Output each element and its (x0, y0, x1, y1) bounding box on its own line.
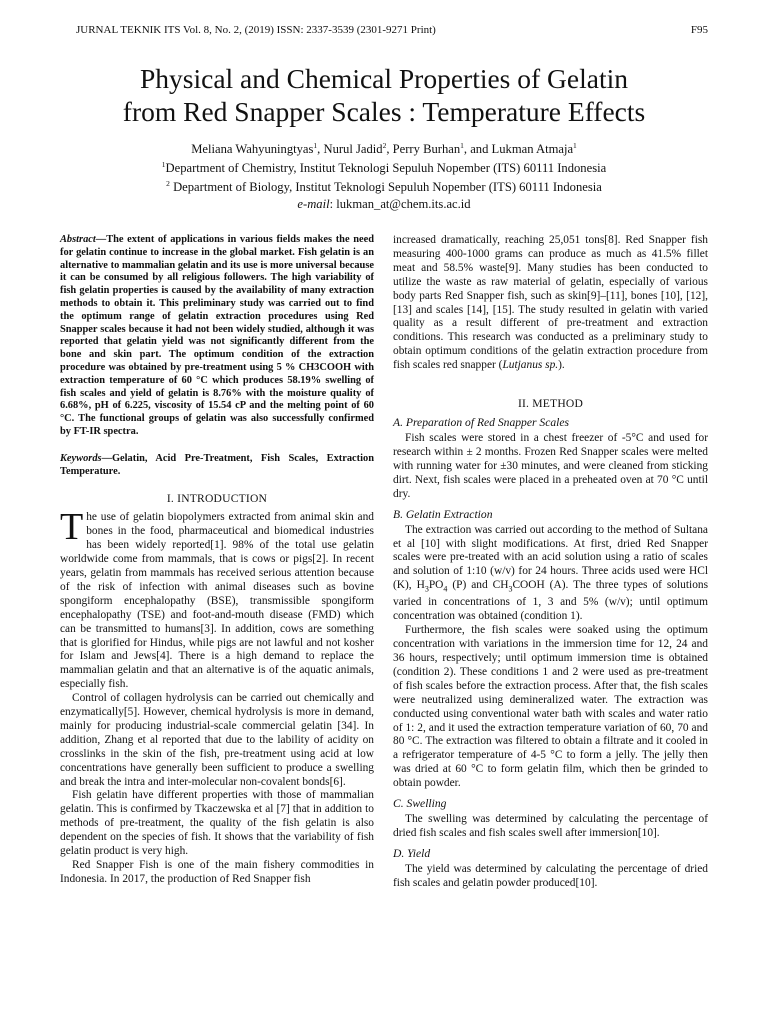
intro-paragraph-4: Red Snapper Fish is one of the main fishery commodities in Indonesia. In 2017, the production of Red Snapper fish (60, 859, 374, 885)
subsection-heading-b: B. Gelatin Extraction (393, 507, 493, 521)
method-paragraph-b2: Furthermore, the fish scales were soaked using the optimum concentration with variations in the immersion time for 12, 24 and 36 hours, respectively; until optimum immersion time is obtained (condition 2). These conditions 1 and 2 were used as pre-treatment of fish scales before the extraction process. After that, the fish scales were neutralized using demineralized water. The extraction was conducted using conventional water bath with scales and water ratio of 1: 2, and it used the extraction temperature variation of 60, 70 and 80 °C. The extraction was filtered to obtain a filtrate and it cooled in a refrigerator temperature of 4-5 °C to form a jelly. The jelly then was dried at 60 °C to form gelatin film, which then be grinded to obtain powder. (393, 624, 708, 790)
subsection-heading-c: C. Swelling (393, 797, 447, 811)
method-paragraph-a: Fish scales were stored in a chest freezer of -5°C and used for research within ± 2 months. Frozen Red Snapper scales were melted with running water for ±30 minutes, and were cleaned from sticking dirt. Next, fish scales were placed in a preheated oven at 70 °C until dry. (393, 432, 708, 500)
title-line-1: Physical and Chemical Properties of Gelatin (139, 63, 628, 94)
intro-paragraph-3: Fish gelatin have different properties with those of mammalian gelatin. This is confirmed by Tkaczewska et al [7] that in addition to methods of pre-treatment, the quality of the fish gelatin is also dependent on the species of fish. It shows that the variability of fish gelatin product is very high. (60, 789, 374, 858)
method-paragraph-d: The yield was determined by calculating the percentage of dried fish scales and gelatin powder produced[10]. (393, 862, 708, 889)
journal-info: JURNAL TEKNIK ITS Vol. 8, No. 2, (2019) ISSN: 2337-3539 (2301-9271 Print) (76, 24, 436, 36)
subsection-heading-a: A. Preparation of Red Snapper Scales (393, 416, 570, 430)
method-paragraph-b1: The extraction was carried out according to the method of Sultana et al [10] with slight modifications. At first, dried Red Snapper scales were pre-treated with an acid solution using a ratio of scales and solution of 1:10 (w/v) for 24 hours. Three acids used were HCl (K), $H_3PO_4$ (P) and $CH_3COOH$ (A). The three types of solutions varied in concentrations of 1, 3 and 5% (w/v); until optimum concentration was obtained (condition 1). (393, 523, 709, 623)
intro-paragraph-1: The use of gelatin biopolymers extracted from animal skin and bones in the food, pharmaceutical and biomedical industries has been widely reported[1]. 98% of the total use gelatin worldwide come from mammals, that is cows or pigs[2]. In recent years, gelatin from mammals has received serious attention because of the risk of infection with animal diseases such as bovine spongiform encephalopathy (BSE), transmissible spongiform encephalopathy (TSE) and foot-and-mouth disease (FMD) which can be transmitted to humans[3]. In addition, cows are something that is glorified for Hindus, while pigs are not lawful and not kosher for Islam and Jews[4]. There is a high demand to replace the mammalian gelatin and that an alternative is of the aquatic animals, especially fish. (60, 506, 374, 691)
author-block (40, 138, 728, 212)
intro-paragraph-4-continued: increased dramatically, reaching 25,051 tons[8]. Red Snapper fish measuring 400-1000 grams can produce as much as 41.5% fillet meat and 58.5% waste[9]. Many studies has been conducted to utilize the waste as raw material of gelatin, especially of various body parts Red Snapper fish, such as skin[9]–[11], bones [10], [12], [13] and scales [14], [15]. The study resulted in gelatin with varied quality as a result different of pre-treatment and extraction conditions. This research was conducted as a preliminary study to obtain optimum conditions of the gelatin extraction procedure from fish scales red snapper (Lutjanus sp.). (393, 234, 708, 372)
page-number: F95 (690, 24, 708, 36)
affiliation-2: $^2$ Department of Biology, Institut Teknologi Sepuluh Nopember (ITS) 60111 Indonesia (166, 179, 602, 195)
paper-title (40, 62, 728, 128)
intro-paragraph-2: Control of collagen hydrolysis can be carried out chemically and enzymatically[5]. However, chemical hydrolysis is more in demand, mainly for producing industrial-scale commercial gelatin [34]. In addition, Zhang et al reported that due to the lability of acidity on crosslinks in the skin of the fish, pre-treatment using acid at low concentrations have generally been sufficient to produce a swelling and break the intra and inter-molecular non-covalent bonds[6]. (60, 692, 374, 788)
author-1: Meliana Wahyuningtyas (191, 142, 314, 157)
author-list: Meliana Wahyuningtyas$^1$, Nurul Jadid$^2$, Perry Burhan$^1$, and Lukman Atmaja$^1$ (191, 141, 577, 157)
affiliation-1: $^1$Department of Chemistry, Institut Teknologi Sepuluh Nopember (ITS) 60111 Indonesia (161, 160, 607, 176)
section-heading-introduction: I. INTRODUCTION (166, 492, 268, 506)
method-paragraph-c: The swelling was determined by calculating the percentage of dried fish scales and fish scales swell after immersion[10]. (393, 813, 708, 839)
abstract: Abstract—The extent of applications in various fields makes the need for gelatin continue to increase in the global market. Fish gelatin is an alternative to mammalian gelatin and its use is more universal because it can be consumed by all religious followers. The high variability of fish gelatin properties is caused by the availability of many extraction methods to obtain it. This preliminary study was carried out to find the optimum range of gelatin extraction procedures using Red Snapper scales because it had not been widely studied, although it was reported that gelatin yield was not significantly different from the bone and skin part. The optimum condition of the extraction procedure was obtained by pre-treatment using 5 % CH3COOH with extraction temperature of 60 °C which produces 58.19% swelling of fish scales and yield of gelatin is 8.76% with the moisture quality of 6.68%, pH of 6.225, viscosity of 15.54 cP and the melting point of 60 °C. The functional groups of gelatin was also successfully confirmed by FT-IR spectra. (60, 234, 374, 437)
author-4: Lukman Atmaja (491, 142, 574, 157)
left-column (60, 234, 374, 887)
right-column (393, 234, 708, 891)
title-line-2: from Red Snapper Scales : Temperature Effects (122, 96, 646, 127)
section-heading-method: II. METHOD (517, 397, 584, 411)
email-line: e-mail: lukman_at@chem.its.ac.id (297, 196, 471, 211)
keywords: Keywords—Gelatin, Acid Pre-Treatment, Fish Scales, Extraction Temperature. (60, 452, 374, 477)
author-3: Perry Burhan (392, 142, 461, 157)
drop-cap: T (60, 506, 84, 549)
running-header (76, 24, 708, 36)
subsection-heading-d: D. Yield (393, 846, 431, 860)
author-2: Nurul Jadid (323, 142, 383, 157)
